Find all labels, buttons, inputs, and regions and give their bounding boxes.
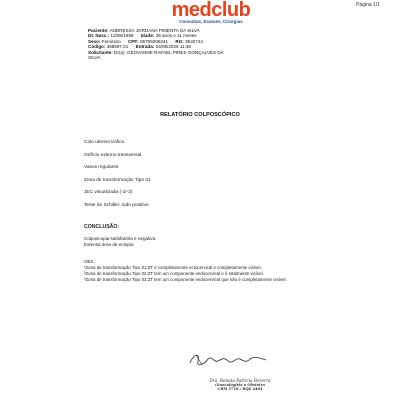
- observations: [84, 259, 384, 283]
- signer-specialty: Ginecologista e Obstetra: [215, 383, 265, 387]
- patient-rg: 3532744: [185, 38, 203, 44]
- finding-item: JEC visualizada (-2/-2): [84, 190, 133, 196]
- patient-requester: Dr(a). GEOVANNE RAFAEL PIRES GONÇALVES DA: [114, 49, 224, 55]
- patient-dob: 13/08/1996: [110, 33, 134, 39]
- obs-heading: OBS.:: [84, 259, 96, 264]
- finding-item: Orifício externo transversal: [84, 152, 142, 158]
- conclusion-line: Extensa área de ectopia: [84, 241, 134, 247]
- patient-entry: 03/06/2025 11:35: [155, 44, 191, 50]
- obs-line: ¹Zona de transformação Tipo 01:ZT é completamente ectocervical e completamente visível.: [84, 265, 262, 270]
- logo-wordmark: medclub: [171, 0, 251, 21]
- patient-name-row: Paciente: ANDRESSA JORDANA PIMENTA DA SILVA: [88, 28, 200, 33]
- patient-cpf: 06706206341: [139, 38, 169, 44]
- finding-item: Teste de Schiller: iodo positivo: [84, 202, 149, 208]
- finding-item: Vasos regulares: [84, 165, 119, 171]
- patient-sex-row: Sexo: Feminino CPF: 06706206341 RG: 3532744: [88, 38, 203, 44]
- conclusion-heading: CONCLUSÃO:: [84, 224, 120, 230]
- finding-item: Colo uterino trófico: [84, 140, 125, 145]
- patient-code: 368997.01: [106, 44, 129, 50]
- patient-name: ANDRESSA JORDANA PIMENTA DA SILVA: [109, 28, 200, 33]
- conclusion-line: Colposcopia satisfatória e negativa: [84, 236, 156, 241]
- signer-crm: CRM 5718 / RQE 4484: [217, 387, 263, 391]
- patient-requester-row: Solicitante: Dr(a). GEOVANNE RAFAEL PIRES GONÇALVES DA: [88, 49, 224, 55]
- medclub-logo: [166, 0, 256, 24]
- obs-line: ²Zona de transformação Tipo 02:ZT tem um componente endocervical e é totalmente visível.: [84, 271, 264, 276]
- findings-list: [84, 140, 151, 216]
- finding-item: Zona de transformação Tipo 01: [84, 177, 151, 183]
- obs-line: ³Zona de transformação Tipo 03:ZT tem um componente endocervical que não é completamente visível.: [84, 277, 287, 282]
- patient-dob-row: Dt. Nasc.: 13/08/1996 Idade: 28 anos e 11 meses: [88, 33, 197, 39]
- signer-name: Dra. Renata Patricia Bezerra: [209, 378, 271, 383]
- patient-sex: Feminino: [101, 38, 121, 44]
- patient-code-row: Código: 368997.01 Entrada: 03/06/2025 11:35: [88, 44, 191, 50]
- page-number: Página 1/1: [356, 2, 380, 8]
- handwritten-signature: [180, 349, 280, 369]
- patient-age: 28 anos e 11 meses: [155, 33, 197, 39]
- conclusion-text: [84, 236, 155, 247]
- patient-requester-cont: SILVA: [88, 55, 101, 61]
- patient-info: [88, 28, 318, 60]
- signer-block: [200, 378, 280, 391]
- report-title: RELATÓRIO COLPOSCÓPICO: [160, 112, 240, 118]
- logo-tagline: Consultas, Exames, Cirurgias: [179, 19, 243, 24]
